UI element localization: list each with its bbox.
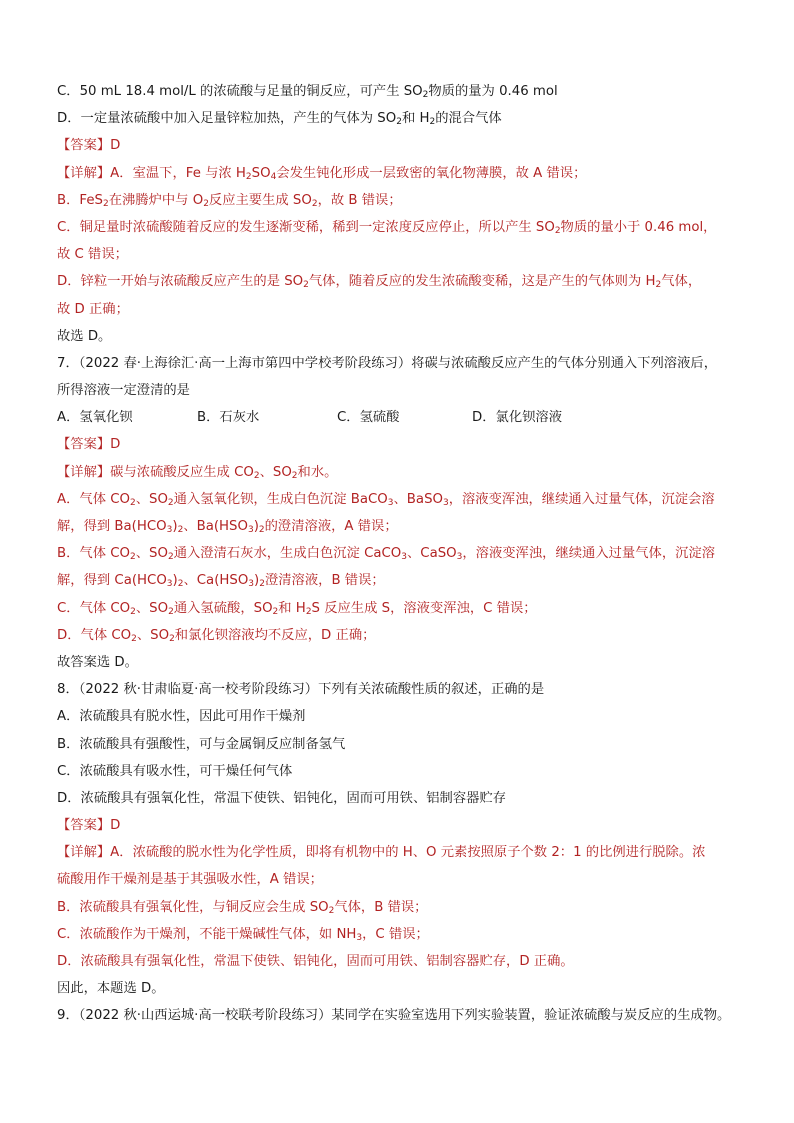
text-line: 8．（2022 秋·甘肃临夏·高一校考阶段练习）下列有关浓硫酸性质的叙述，正确的是	[57, 682, 545, 698]
document-page	[57, 78, 747, 1030]
text-line: B．浓硫酸具有强酸性，可与金属铜反应制备氢气	[57, 736, 346, 752]
option-item: A．氢氧化钡	[57, 410, 133, 426]
text-line: 9．（2022 秋·山西运城·高一校联考阶段练习）某同学在实验室选用下列实验装置，验证浓硫酸与炭反应的生成物。	[57, 1008, 731, 1024]
text-line: 因此，本题选 D。	[57, 981, 165, 997]
answer-line: D．浓硫酸具有强氧化性，常温下使铁、铝钝化，固而可用铁、铝制容器贮存，D 正确。	[57, 954, 574, 969]
answer-line: B．FeS$_2$在沸腾炉中与 $O_2$反应主要生成 $SO_2$，故 B 错误；	[57, 192, 402, 209]
answer-line: 解，得到 $Ca(HCO_3)_2$、$Ca(HSO_3)_2$澄清溶液，B 错误；	[57, 573, 385, 590]
text-line: 故选 D。	[57, 328, 112, 344]
answer-line: 故 D 正确；	[57, 301, 129, 317]
answer-line: B．浓硫酸具有强氧化性，与铜反应会生成 $SO_2$气体，B 错误；	[57, 899, 428, 916]
answer-line: 【答案】D	[57, 818, 121, 834]
text-line: C．浓硫酸具有吸水性，可干燥任何气体	[57, 763, 293, 779]
answer-line: D．气体 $CO_2$、$SO_2$和氯化钡溶液均不反应，D 正确；	[57, 627, 376, 644]
option-item: B．石灰水	[197, 410, 260, 426]
option-item: D．氯化钡溶液	[472, 410, 563, 426]
answer-line: 故 C 错误；	[57, 247, 128, 263]
text-line: 7．（2022 春·上海徐汇·高一上海市第四中学校考阶段练习）将碳与浓硫酸反应产生的气体分别通入下列溶液后，	[57, 355, 717, 371]
answer-line: 【详解】A．室温下，Fe 与浓 $H_2SO_4$会发生钝化形成一层致密的氧化物薄膜，故 A 错误；	[57, 165, 587, 182]
answer-line: 【答案】D	[57, 138, 121, 154]
answer-line: 硫酸用作干燥剂是基于其强吸水性，A 错误；	[57, 872, 323, 888]
answer-line: C．浓硫酸作为干燥剂，不能干燥碱性气体，如 $NH_3$，C 错误；	[57, 926, 429, 943]
answer-line: 【详解】A．浓硫酸的脱水性为化学性质，即将有机物中的 H、O 元素按照原子个数 2：1 的比例进行脱除。浓	[57, 845, 706, 861]
text-line: D．浓硫酸具有强氧化性，常温下使铁、铝钝化，固而可用铁、铝制容器贮存	[57, 790, 507, 806]
options-row	[57, 404, 747, 431]
text-line: D．一定量浓硫酸中加入足量锌粒加热，产生的气体为 $SO_2$和 $H_2$的混合气体	[57, 111, 502, 128]
option-item: C．氢硫酸	[337, 410, 400, 426]
text-line: C．50 mL 18.4 mol/L 的浓硫酸与足量的铜反应，可产生 $SO_2$物质的量为 0.46 mol	[57, 84, 558, 100]
answer-line: C．气体 $CO_2$、$SO_2$通入氢硫酸，$SO_2$和 $H_2S$ 反应生成 S，溶液变浑浊，C 错误；	[57, 600, 537, 617]
answer-line: 【详解】碳与浓硫酸反应生成 $CO_2$、$SO_2$和水。	[57, 464, 338, 481]
answer-line: B．气体 $CO_2$、$SO_2$通入澄清石灰水，生成白色沉淀 CaCO$_3$、CaSO$_3$，溶液变浑浊，继续通入过量气体，沉淀溶	[57, 546, 716, 563]
answer-line: A．气体 $CO_2$、$SO_2$通入氢氧化钡，生成白色沉淀 BaCO$_3$、BaSO$_3$，溶液变浑浊，继续通入过量气体，沉淀会溶	[57, 491, 715, 508]
answer-line: C．铜足量时浓硫酸随着反应的发生逐渐变稀，稀到一定浓度反应停止，所以产生 $SO_2$物质的量小于 0.46 mol，	[57, 219, 717, 236]
answer-line: 【答案】D	[57, 437, 121, 453]
text-line: 所得溶液一定澄清的是	[57, 383, 190, 399]
answer-line: D．锌粒一开始与浓硫酸反应产生的是 $SO_2$气体，随着反应的发生浓硫酸变稀，这是产生的气体则为 $H_2$气体，	[57, 274, 702, 291]
text-line: 故答案选 D。	[57, 654, 138, 670]
answer-line: 解，得到 $Ba(HCO_3)_2$、$Ba(HSO_3)_2$的澄清溶液，A 错误；	[57, 519, 398, 535]
text-line: A．浓硫酸具有脱水性，因此可用作干燥剂	[57, 709, 306, 725]
